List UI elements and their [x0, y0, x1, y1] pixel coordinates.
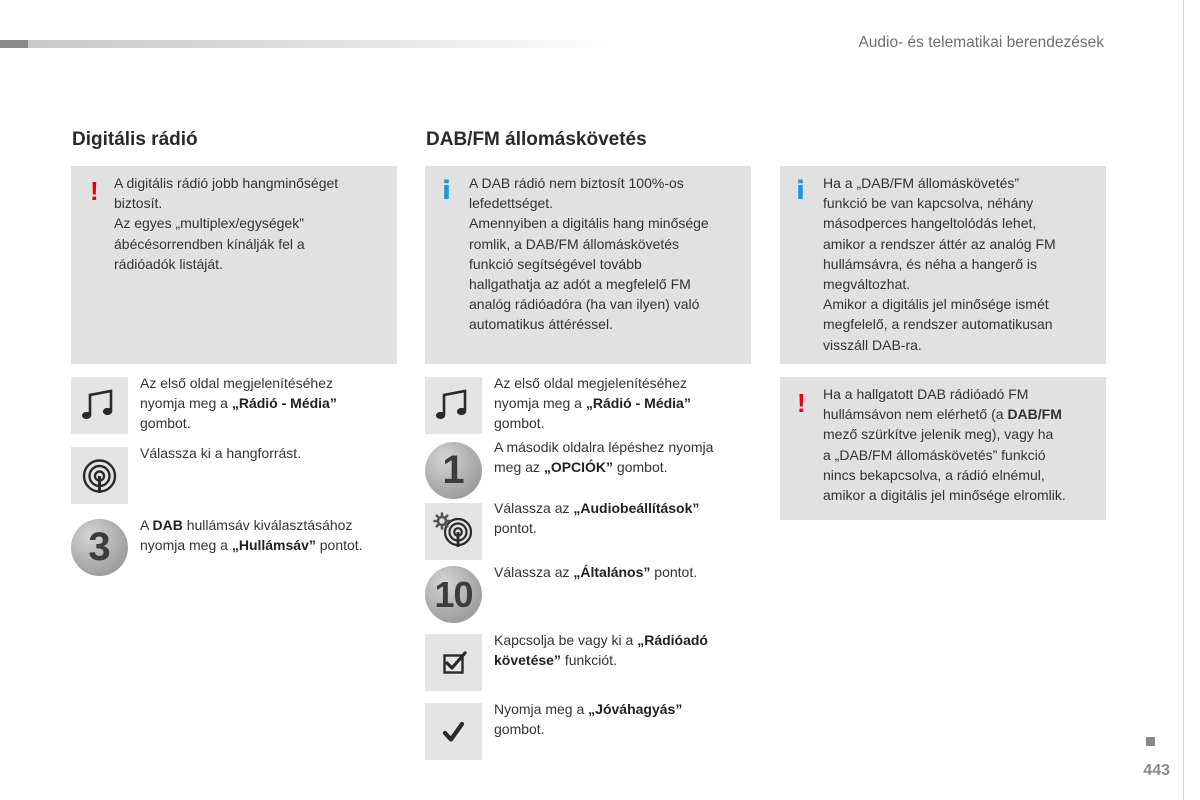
checkbox-icon [425, 634, 482, 691]
warning-line: nincs bekapcsolva, a rádió elnémul, [823, 466, 1045, 483]
info-line: másodperces hangeltolódás lehet, [823, 215, 1037, 232]
button-name: „Jóváhagyás” [588, 701, 683, 717]
step-text: meg az [494, 459, 544, 476]
warning-line: rádióadók listáját. [114, 255, 223, 272]
info-icon: i [796, 176, 805, 206]
audio-settings-icon [425, 503, 482, 560]
warning-text-part: hullámsávon nem elérhető (a [823, 406, 1008, 423]
warning-icon: ! [797, 388, 806, 418]
step-text: nyomja meg a [140, 395, 232, 412]
checkmark-icon [425, 703, 482, 760]
warning-line: Az egyes „multiplex/egységek” [114, 215, 304, 232]
info-line: Amennyiben a digitális hang minősége [469, 215, 709, 232]
warning-box-left [71, 166, 397, 364]
warning-line: mező szürkítve jelenik meg), vagy ha [823, 426, 1054, 443]
step-line: gombot. [494, 721, 545, 738]
mid-step3-text [494, 498, 754, 538]
step-line [494, 699, 754, 719]
info-line: A DAB rádió nem biztosít 100%-os [469, 175, 684, 191]
warning-line [823, 404, 1103, 424]
function-name: követése” [494, 652, 561, 669]
step-line [494, 562, 754, 582]
step-text: pontot. [315, 537, 363, 554]
step-text: A [140, 517, 153, 533]
step-line: gombot. [140, 415, 191, 432]
band-name: DAB [152, 517, 183, 533]
radio-source-icon [71, 447, 128, 504]
step-line: gombot. [494, 415, 545, 432]
step-text: nyomja meg a [494, 395, 586, 412]
step-text: Válassza az [494, 564, 574, 580]
step-text: Válassza az [494, 500, 574, 516]
step-line: Az első oldal megjelenítéséhez [140, 375, 334, 391]
info-text [823, 173, 1098, 355]
step-text: funkciót. [560, 652, 617, 669]
step-line [140, 393, 390, 413]
info-line: Ha a „DAB/FM állomáskövetés” [823, 175, 1020, 191]
step-line: A második oldalra lépéshez nyomja [494, 439, 714, 455]
button-name: „Rádió - Média” [231, 395, 337, 412]
info-line: automatikus áttéréssel. [469, 316, 613, 333]
music-note-icon [71, 377, 128, 434]
warning-line: A digitális rádió jobb hangminőséget [114, 175, 339, 191]
step-text: hullámsáv kiválasztásához [182, 517, 353, 533]
page-edge-line [1183, 0, 1184, 800]
menu-name: „Audiobeállítások” [573, 500, 700, 516]
button-name: „Hullámsáv” [231, 537, 316, 554]
step-line [494, 498, 754, 518]
info-line: hallgathatja az adót a megfelelő FM [469, 276, 691, 293]
step-badge-3: 3 [71, 519, 128, 576]
info-line: hullámsávra, és néha a hangerő is [823, 255, 1038, 272]
warning-text [823, 384, 1103, 505]
warning-line: a „DAB/FM állomáskövetés” funkció [823, 446, 1046, 463]
field-name: DAB/FM [1007, 406, 1062, 423]
info-line: amikor a rendszer áttér az analóg FM [823, 235, 1056, 252]
mid-step5-text [494, 630, 754, 670]
info-line: lefedettséget. [469, 195, 554, 212]
left-step2-text: Válassza ki a hangforrást. [140, 445, 302, 461]
info-box-middle [425, 166, 751, 364]
step-line: pontot. [494, 520, 537, 537]
heading-digital-radio: Digitális rádió [72, 129, 198, 150]
page-number: 443 [1143, 762, 1170, 779]
function-name: „Rádióadó [637, 632, 708, 648]
info-line: funkció be van kapcsolva, néhány [823, 195, 1034, 212]
warning-line: Ha a hallgatott DAB rádióadó FM [823, 386, 1029, 402]
info-line: megváltozhat. [823, 276, 911, 293]
step-text: pontot. [650, 564, 698, 580]
step-badge-10: 10 [425, 566, 482, 623]
info-text [469, 173, 744, 335]
info-line: romlik, a DAB/FM állomáskövetés [469, 235, 680, 252]
step-text: Nyomja meg a [494, 701, 589, 717]
step-line [494, 650, 754, 670]
step-line [140, 515, 400, 535]
warning-box-right [780, 377, 1106, 520]
header-gradient-bar [0, 40, 610, 48]
info-icon: i [442, 176, 451, 206]
step-line [494, 393, 754, 413]
warning-text [114, 173, 384, 274]
info-line: funkció segítségével tovább [469, 255, 642, 272]
info-box-right [780, 166, 1106, 364]
step-line [494, 457, 754, 477]
info-line: analóg rádióadóra (ha van ilyen) való [469, 296, 700, 313]
button-name: „Rádió - Média” [585, 395, 691, 412]
warning-icon: ! [90, 176, 99, 206]
step-badge-1: 1 [425, 442, 482, 499]
page-marker-square [1146, 737, 1155, 746]
info-line: visszáll DAB-ra. [823, 336, 922, 353]
button-name: „OPCIÓK” [543, 459, 614, 476]
info-line: Amikor a digitális jel minősége ismét [823, 296, 1049, 313]
warning-line: ábécésorrendben kínálják fel a [114, 235, 305, 252]
warning-line: amikor a digitális jel minősége elromlik. [823, 487, 1066, 504]
mid-step1-text [494, 373, 754, 434]
music-note-icon [425, 377, 482, 434]
step-text: Kapcsolja be vagy ki a [494, 632, 638, 648]
step-line [494, 630, 754, 650]
step-line: Az első oldal megjelenítéséhez [494, 375, 688, 391]
mid-step2-text [494, 437, 754, 477]
heading-dab-fm-tracking: DAB/FM állomáskövetés [426, 129, 647, 150]
left-step3-text [140, 515, 400, 555]
step-line [140, 535, 400, 555]
mid-step4-text [494, 562, 754, 582]
section-title: Audio- és telematikai berendezések [858, 34, 1104, 51]
warning-line: biztosít. [114, 195, 163, 212]
step-text: nyomja meg a [140, 537, 232, 554]
left-step1-text [140, 373, 390, 434]
mid-step6-text [494, 699, 754, 739]
menu-name: „Általános” [573, 564, 651, 580]
info-line: megfelelő, a rendszer automatikusan [823, 316, 1053, 333]
step-text: gombot. [613, 459, 668, 476]
